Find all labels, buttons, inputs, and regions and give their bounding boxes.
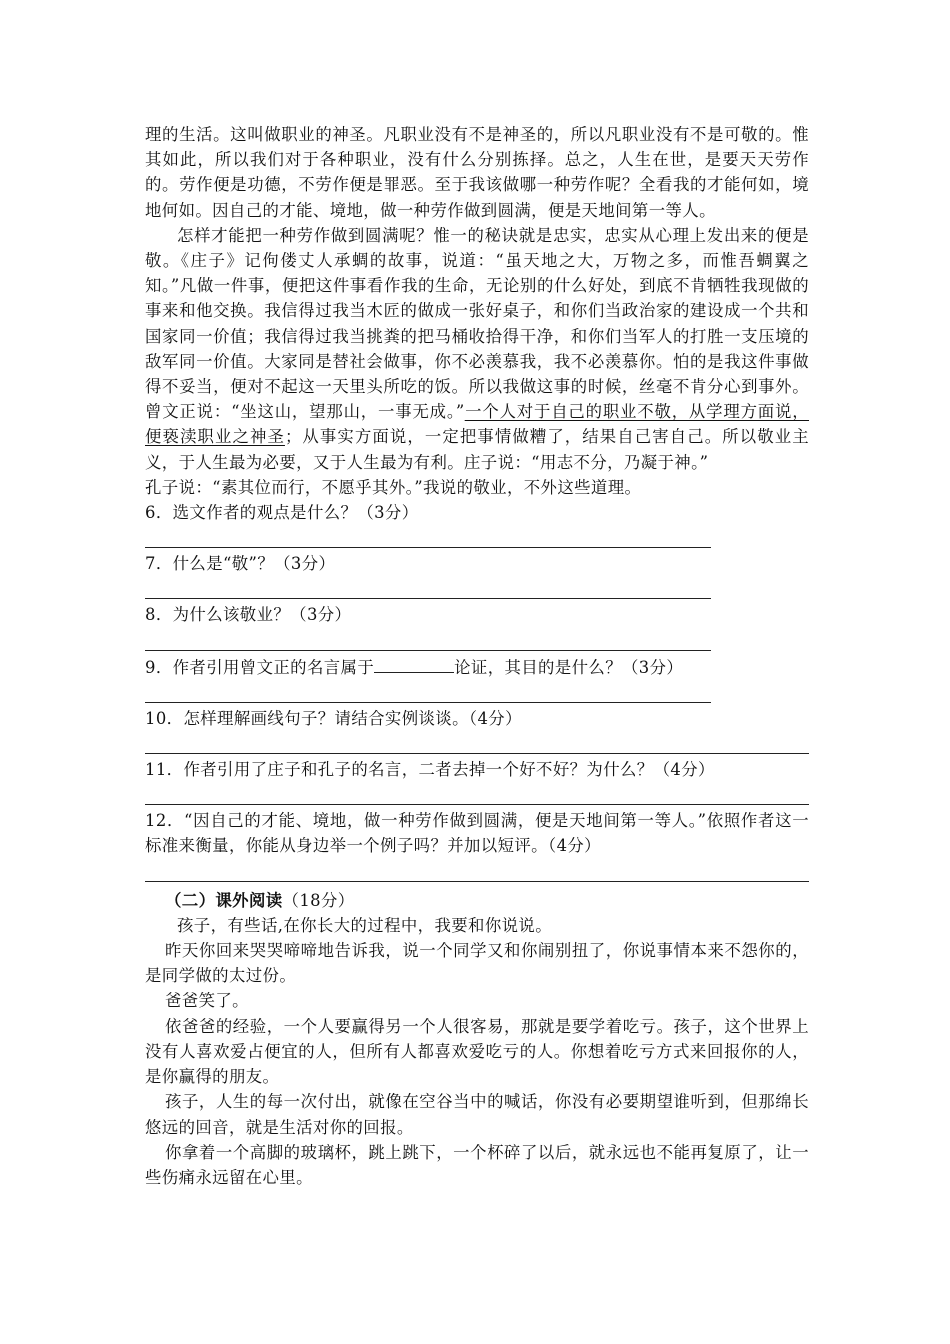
section-2-score: （18分） <box>282 890 355 910</box>
passage-paragraph-1: 理的生活。这叫做职业的神圣。凡职业没有不是神圣的，所以凡职业没有不是可敬的。惟其如此，所以我们对于各种职业，没有什么分别拣择。总之，人生在世，是要天天劳作的。劳作便是功德，不劳作便是罪恶。至于我该做哪一种劳作呢？全看我的才能何如，境地何如。因自己的才能、境地，做一种劳作做到圆满，便是天地间第一等人。 <box>145 125 809 220</box>
reading2-paragraph-5: 孩子，人生的每一次付出，就像在空谷当中的喊话，你没有必要期望谁听到，但那绵长悠远的回音，就是生活对你的回报。 <box>145 1092 809 1137</box>
exam-page <box>145 122 809 1190</box>
reading2-paragraph-3: 爸爸笑了。 <box>165 991 249 1011</box>
passage-paragraph-3: 孔子说：“素其位而行，不愿乎其外。”我说的敬业，不外这些道理。 <box>145 477 642 497</box>
reading2-paragraph-1: 孩子，有些话,在你长大的过程中，我要和你说说。 <box>177 915 553 935</box>
question-9-text: 9．作者引用曾文正的名言属于 <box>145 657 375 677</box>
answer-line-12[interactable] <box>145 859 809 882</box>
reading2-paragraph-2: 昨天你回来哭哭啼啼地告诉我，说一个同学又和你闹别扭了，你说事情本来不怨你的，是同学做的太过份。 <box>145 941 809 986</box>
question-6: 6．选文作者的观点是什么？（3分） <box>145 503 419 523</box>
passage-paragraph-2-text: 怎样才能把一种劳作做到圆满呢？惟一的秘诀就是忠实，忠实从心理上发出来的便是敬。《庄子》记佝偻丈人承蜩的故事，说道：“虽天地之大，万物之多，而惟吾蜩翼之知。”凡做一件事，便把这件事看作我的生命，无论别的什么好处，到底不肯牺牲我现做的事来和他交换。我信得过我当木匠的做成一张好桌子，和你们当政治家的建设成一个共和国家同一价值；我信得过我当挑粪的把马桶收拾得干净，和你们当军人的打胜一支压境的敌军同一价值。大家同是替社会做事，你不必羡慕我，我不必羡慕你。怕的是我这件事做得不妥当，便对不起这一天里头所吃的饭。所以我做这事的时候，丝毫不肯分心到事外。曾文正说：“坐这山，望那山，一事无成。” <box>145 225 809 422</box>
question-9-text-end: 论证，其目的是什么？（3分） <box>454 657 684 677</box>
answer-line-10[interactable] <box>145 731 809 754</box>
answer-line-7[interactable] <box>145 576 711 599</box>
answer-line-11[interactable] <box>145 782 809 805</box>
question-11: 11．作者引用了庄子和孔子的名言，二者去掉一个好不好？为什么？（4分） <box>145 760 715 780</box>
question-7: 7．什么是“敬”？（3分） <box>145 554 336 574</box>
reading2-paragraph-6: 你拿着一个高脚的玻璃杯，跳上跳下，一个杯碎了以后，就永远也不能再复原了，让一些伤痛永远留在心里。 <box>145 1142 809 1187</box>
answer-line-8[interactable] <box>145 628 711 651</box>
section-2-heading <box>145 888 809 913</box>
underlined-sentence: 一个人对于自己的职业不敬，从学理方面说，便亵渎职业之神圣 <box>145 402 810 447</box>
answer-line-6[interactable] <box>145 525 711 548</box>
question-8: 8．为什么该敬业？（3分） <box>145 605 352 625</box>
question-10: 10．怎样理解画线句子？请结合实例谈谈。（4分） <box>145 708 522 728</box>
fill-blank-9[interactable] <box>374 654 454 673</box>
passage-paragraph-2 <box>145 223 809 475</box>
question-12: 12．“因自己的才能、境地，做一种劳作做到圆满，便是天地间第一等人。”依照作者这一标准来衡量，你能从身边举一个例子吗？并加以短评。（4分） <box>145 811 809 856</box>
reading2-paragraph-4: 依爸爸的经验，一个人要赢得另一个人很客易，那就是要学着吃亏。孩子，这个世界上没有人喜欢爱占便宜的人，但所有人都喜欢爱吃亏的人。你想着吃亏方式来回报你的人，是你赢得的朋友。 <box>145 1016 809 1087</box>
question-9 <box>145 654 809 680</box>
section-2-title: （二）课外阅读 <box>165 890 283 910</box>
answer-line-9[interactable] <box>145 680 711 703</box>
passage-paragraph-2-end: ；从事实方面说，一定把事情做糟了，结果自己害自己。所以敬业主义，于人生最为必要，又于人生最为有利。庄子说：“用志不分，乃凝于神。” <box>145 427 809 472</box>
